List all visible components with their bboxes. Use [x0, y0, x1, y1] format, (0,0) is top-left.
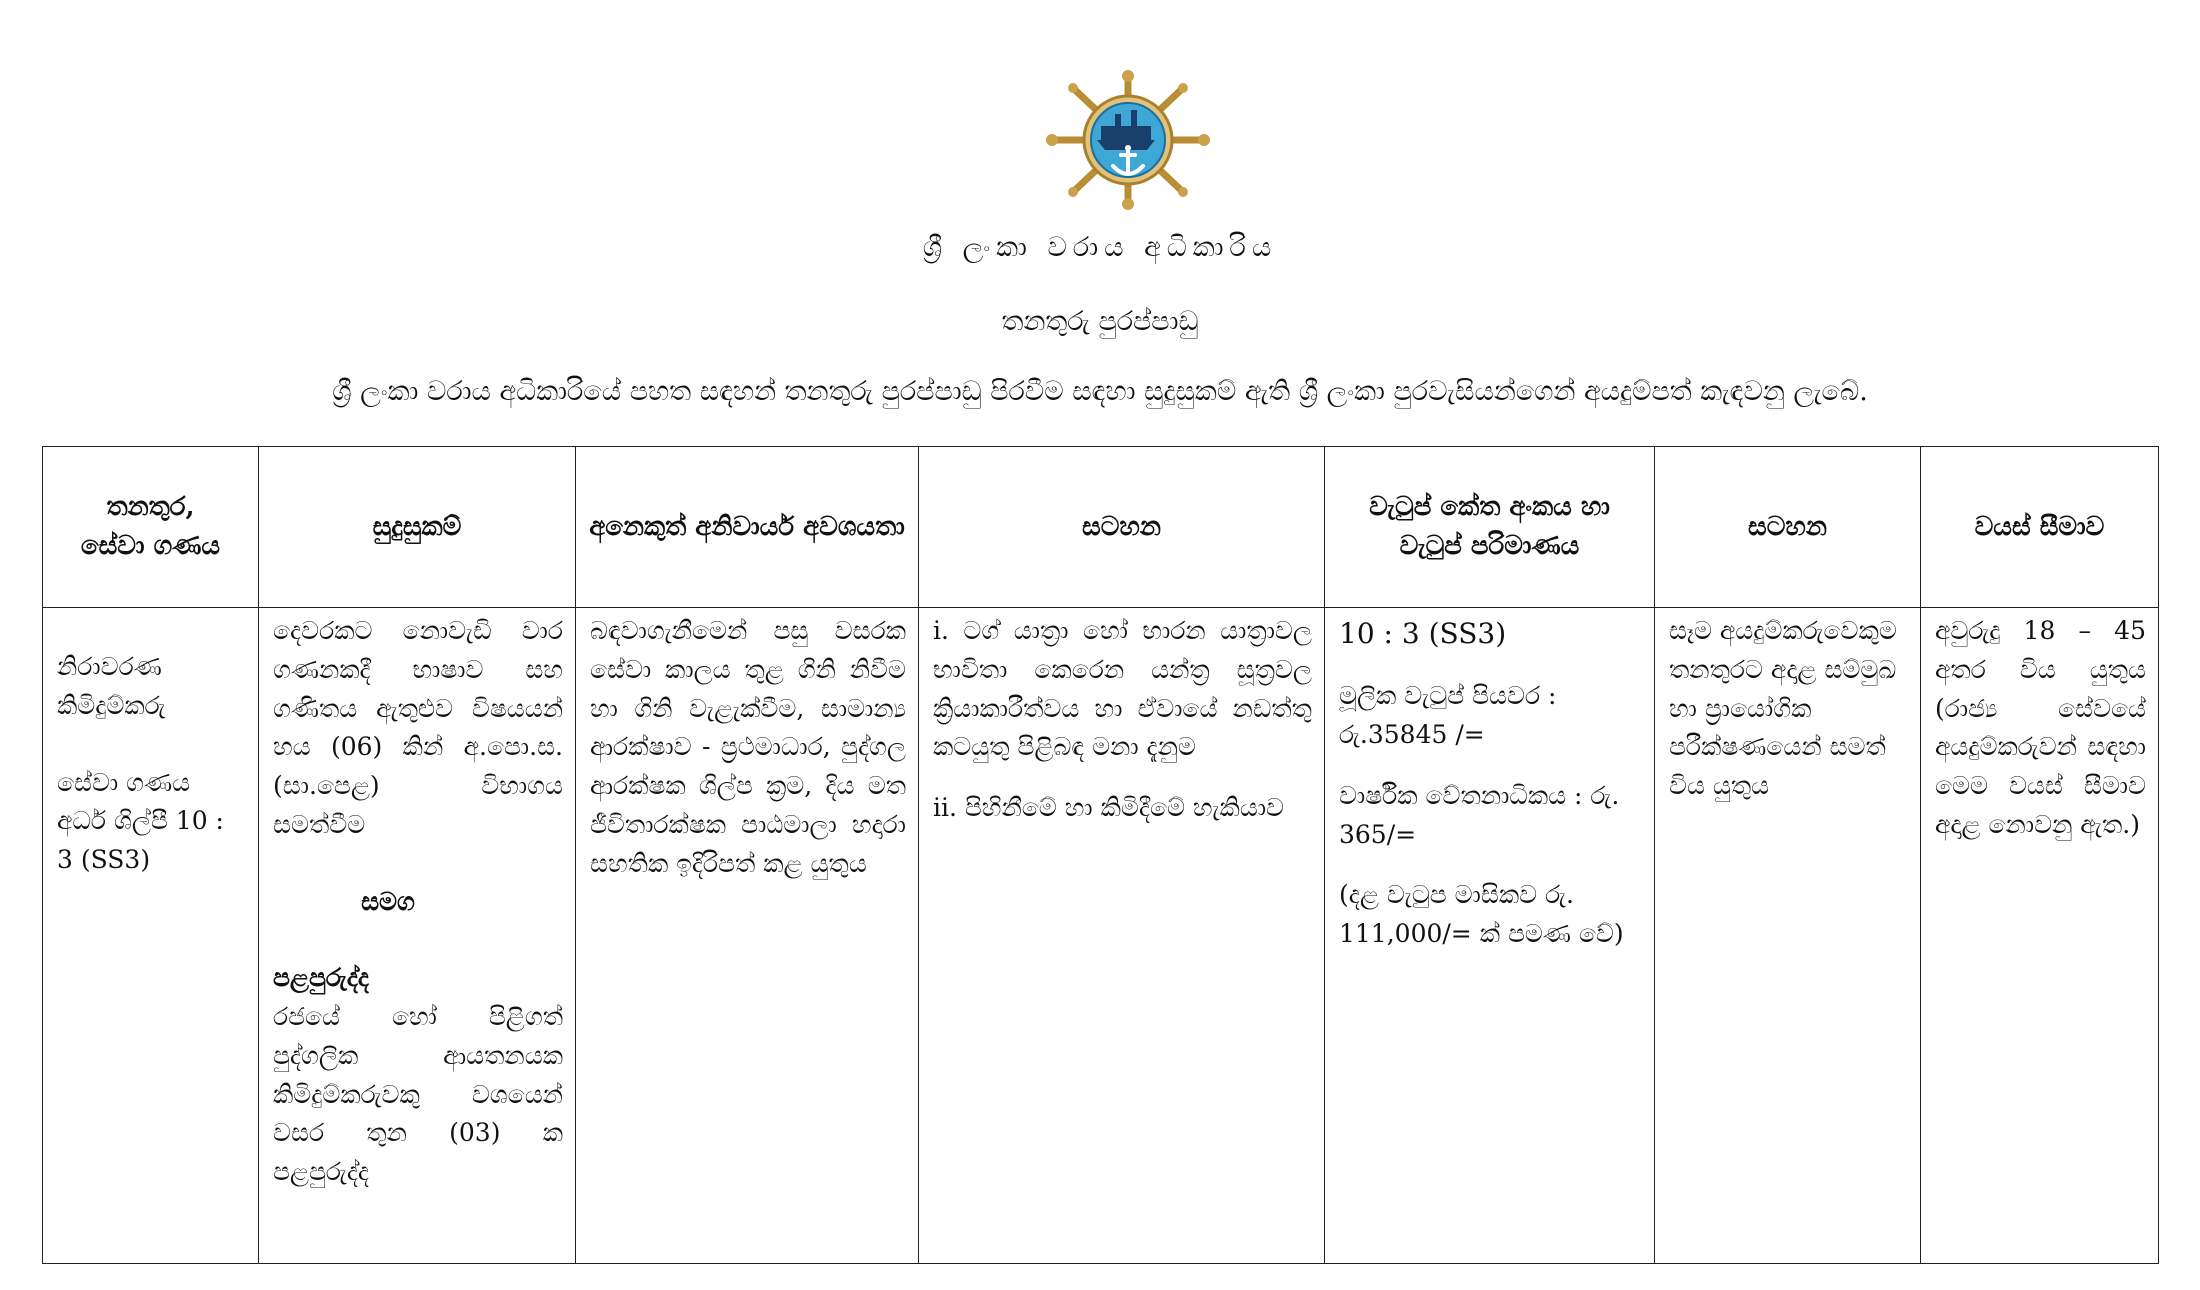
cell-post [43, 608, 259, 1264]
header-salary: වැටුප් කේත අංකය හා වැටුප් පරිමාණය [1325, 447, 1655, 608]
header-notes-2: සටහන [1655, 447, 1921, 608]
header-qualifications: සුදුසුකම් [259, 447, 576, 608]
note-item-2: ii. පිහිනීමේ හා කිමිදීමේ හැකියාව [933, 793, 1285, 822]
table-row [43, 608, 2159, 1264]
intro-text: ශ්‍රී ලංකා වරාය අධිකාරියේ පහත සඳහන් තනතුරු පුරප්පාඩු පිරවීම සඳහා සුදුසුකම් ඇති ශ්‍රී ලංකා පුරවැසියන්ගෙන් අයදුම්පත් කැඳවනු ලැබේ. [332, 376, 1868, 407]
salary-code: 10 : 3 (SS3) [1339, 617, 1507, 650]
experience-heading: පළපුරුද්ද [273, 963, 370, 993]
qualification-experience: රජයේ හෝ පිළිගත් පුද්ගලික ආයතනයක කිමිදුම්කරුවකු වශයෙන් වසර තුන (03) ක පළපුරුද්ද [273, 1002, 563, 1186]
table-header-row [43, 447, 2159, 608]
header-age-limit: වයස් සීමාව [1921, 447, 2159, 608]
vacancy-table [42, 446, 2159, 1264]
salary-increment: වාර්ෂික වේතනාධිකය : රු. 365/= [1339, 780, 1620, 849]
post-grade: සේවා ගණය අර්ධ ශිල්පී 10 : 3 (SS3) [57, 767, 224, 874]
header-post: තනතුර, සේවා ගණය [43, 447, 259, 608]
salary-initial: මූලික වැටුප් පියවර : රු.35845 /= [1339, 681, 1557, 750]
cell-salary [1325, 608, 1655, 1264]
cell-other-requirements [576, 608, 919, 1264]
cell-notes-2 [1655, 608, 1921, 1264]
qualification-with: සමග [361, 886, 415, 916]
header-notes: සටහන [919, 447, 1325, 608]
qualification-academic: දෙවරකට නොවැඩි වාර ගණනකදී භාෂාව සහ ගණිතය ඇතුළුව විෂයයන් හය (06) කින් අ.පො.ස. (සා.පෙළ) විභාගය සමත්වීම [273, 616, 563, 839]
post-title: නිරාවරණ කිමිදුම්කරු [57, 652, 166, 720]
salary-gross: (දළ වැටුප මාසිකව රු. 111,000/= ක් පමණ වේ) [1339, 880, 1624, 949]
age-limit: අවුරුදු 18 – 45 අතර විය යුතුය (රාජ්‍ය සේවයේ අයදුම්කරුවන් සඳහා මෙම වයස් සීමාව අදාළ නොවනු ඇත.) [1935, 616, 2146, 839]
note-item-1: i. ටග් යාත්‍රා හෝ භාරන යාත්‍රාවල භාවිතා කෙරෙන යන්ත්‍ර සූත්‍රවල ක්‍රියාකාරීත්වය හා ඒවායේ නඩත්තු කටයුතු පිළිබඳ මනා දැනුම [933, 616, 1312, 762]
cell-notes [919, 608, 1325, 1264]
interview-note: සෑම අයදුම්කරුවෙකුම තනතුරට අදාළ සම්මුඛ හා ප්‍රායෝගික පරීක්ෂණයෙන් සමත් විය යුතුය [1669, 616, 1897, 800]
ships-wheel-anchor-logo [1043, 70, 1213, 210]
other-requirements: බඳවාගැනීමෙන් පසු වසරක සේවා කාලය තුළ ගිනි නිවීම හා ගිනි වැළැක්වීම, සාමාන්‍ය ආරක්ෂාව - ප්‍රථමාධාර, පුද්ගල ආරක්ෂක ශිල්ප ක්‍රම, දිය මත ජීවිතාරක්ෂක පාඨමාලා හදාරා සහතික ඉදිරිපත් කළ යුතුය [590, 616, 906, 878]
cell-qualifications [259, 608, 576, 1264]
vacancy-title: තනතුරු පුරප්පාඩු [1001, 306, 1199, 337]
header-other-requirements: අනෙකුත් අනිවාර්ය අවශයතා [576, 447, 919, 608]
org-name: ශ්‍රී ලංකා වරාය අධිකාරිය [922, 232, 1278, 263]
cell-age-limit [1921, 608, 2159, 1264]
